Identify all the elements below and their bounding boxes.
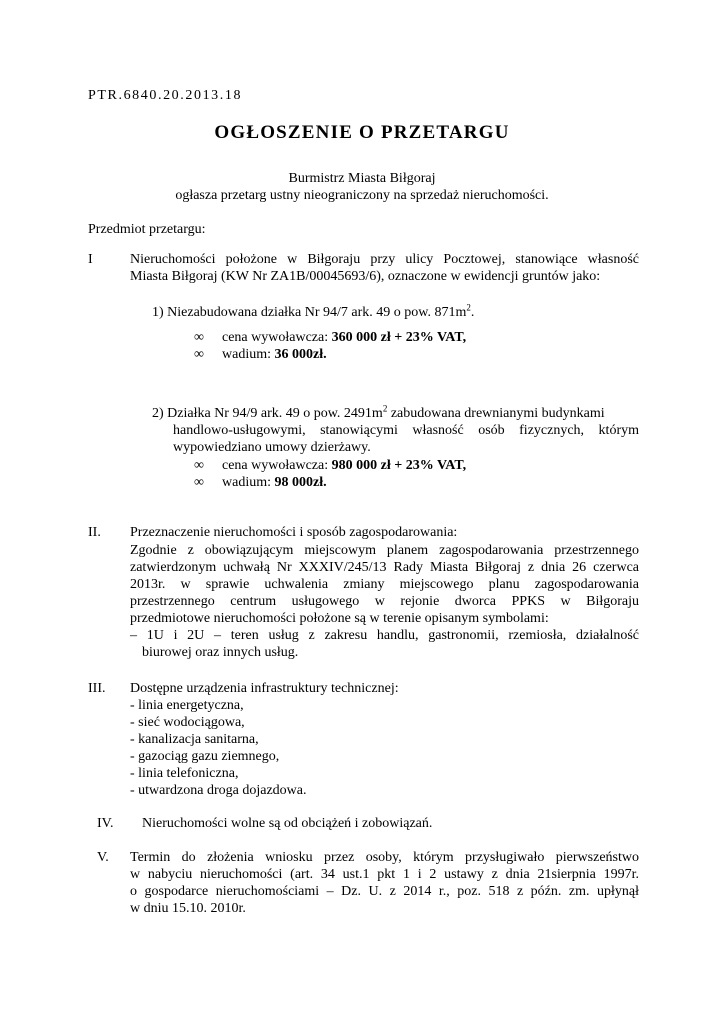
section-2-line: przedmiotowe nieruchomości położone są w terenie opisanym symbolami: xyxy=(130,611,549,626)
section-2-heading: Przeznaczenie nieruchomości i sposób zagospodarowania: xyxy=(130,525,458,540)
announcement: ogłasza przetarg ustny nieograniczony na sprzedaż nieruchomości. xyxy=(175,188,549,203)
plot-2-description xyxy=(152,405,605,422)
section-5-line: w nabyciu nieruchomości (art. 34 ust.1 pkt 1 i 2 ustawy z dnia 21sierpnia 1997r. xyxy=(130,867,639,882)
section-5-line: o gospodarce nieruchomościami – Dz. U. z 2014 r., poz. 518 z późn. zm. upłynął xyxy=(130,884,639,899)
infrastructure-item: - linia telefoniczna, xyxy=(130,766,239,781)
price-label: cena wywoławcza: xyxy=(222,458,332,473)
plot-2-deposit xyxy=(194,474,327,491)
section-5-last-line: w dniu 15.10. 2010r. xyxy=(130,901,246,916)
section-1-line-2: Miasta Biłgoraj (KW Nr ZA1B/00045693/6), oznaczone w ewidencji gruntów jako: xyxy=(130,269,601,284)
price-label: cena wywoławcza: xyxy=(222,330,332,345)
section-4-text: Nieruchomości wolne są od obciążeń i zobowiązań. xyxy=(142,816,433,831)
plot-2-line-3: wypowiedziano umowy dzierżawy. xyxy=(173,440,371,455)
infrastructure-item: - gazociąg gazu ziemnego, xyxy=(130,749,280,764)
infinity-bullet-icon: ∞ xyxy=(194,347,204,362)
section-2-line: Zgodnie z obowiązującym miejscowym planem zagospodarowania przestrzennego xyxy=(130,543,639,558)
infinity-bullet-icon: ∞ xyxy=(194,475,204,490)
price-value: 360 000 zł + 23% VAT, xyxy=(331,330,467,345)
infrastructure-item: - linia energetyczna, xyxy=(130,698,244,713)
section-2-line: – 1U i 2U – teren usług z zakresu handlu, gastronomii, rzemiosła, działalność xyxy=(130,628,639,643)
deposit-value: 98 000zł. xyxy=(274,475,327,490)
infrastructure-item: - sieć wodociągowa, xyxy=(130,715,245,730)
plot-1-deposit xyxy=(194,346,327,363)
plot-2-price xyxy=(194,457,466,474)
plot-1-end: . xyxy=(470,305,475,320)
section-5-line: Termin do złożenia wniosku przez osoby, którym przysługiwało pierwszeństwo xyxy=(130,850,639,865)
section-2-numeral: II. xyxy=(88,525,101,540)
section-1-line-1: Nieruchomości położone w Biłgoraju przy ulicy Pocztowej, stanowiące własność xyxy=(130,252,639,267)
section-2-line: 2013r. w sprawie uchwalenia zmiany miejscowego planu zagospodarowania xyxy=(130,577,639,592)
plot-1-description xyxy=(152,304,474,321)
issuer: Burmistrz Miasta Biłgoraj xyxy=(288,171,436,186)
plot-2-text-b: zabudowana drewnianymi budynkami xyxy=(387,406,605,421)
subject-label: Przedmiot przetargu: xyxy=(88,222,206,237)
section-2-last-line: biurowej oraz innych usług. xyxy=(142,645,299,660)
deposit-label: wadium: xyxy=(222,347,275,362)
infrastructure-item: - utwardzona droga dojazdowa. xyxy=(130,783,307,798)
section-2-line: zatwierdzonym uchwałą Nr XXXIV/245/13 Rady Miasta Biłgoraj z dnia 26 czerwca xyxy=(130,560,639,575)
infrastructure-item: - kanalizacja sanitarna, xyxy=(130,732,259,747)
section-1-numeral: I xyxy=(88,252,93,267)
section-3-heading: Dostępne urządzenia infrastruktury technicznej: xyxy=(130,681,399,696)
plot-2-unit-exponent: 2 xyxy=(382,403,388,414)
plot-2-line-2: handlowo-usługowymi, stanowiącymi własność osób fizycznych, którym xyxy=(173,423,639,438)
infinity-bullet-icon: ∞ xyxy=(194,458,204,473)
document-title: OGŁOSZENIE O PRZETARGU xyxy=(214,122,510,143)
section-2-line: przestrzennego centrum usługowego w rejonie dworca PPKS w Biłgoraju xyxy=(130,594,639,609)
plot-1-unit-exponent: 2 xyxy=(466,302,471,313)
plot-2-text-a: 2) Działka Nr 94/9 ark. 49 o pow. 2491m xyxy=(152,406,383,421)
plot-1-text: 1) Niezabudowana działka Nr 94/7 ark. 49 o pow. 871m xyxy=(152,305,467,320)
plot-1-price xyxy=(194,329,466,346)
reference-number: PTR.6840.20.2013.18 xyxy=(88,88,243,103)
deposit-value: 36 000zł. xyxy=(274,347,327,362)
infinity-bullet-icon: ∞ xyxy=(194,330,204,345)
section-3-numeral: III. xyxy=(88,681,106,696)
deposit-label: wadium: xyxy=(222,475,275,490)
section-5-numeral: V. xyxy=(97,850,109,865)
price-value: 980 000 zł + 23% VAT, xyxy=(331,458,467,473)
section-4-numeral: IV. xyxy=(97,816,114,831)
